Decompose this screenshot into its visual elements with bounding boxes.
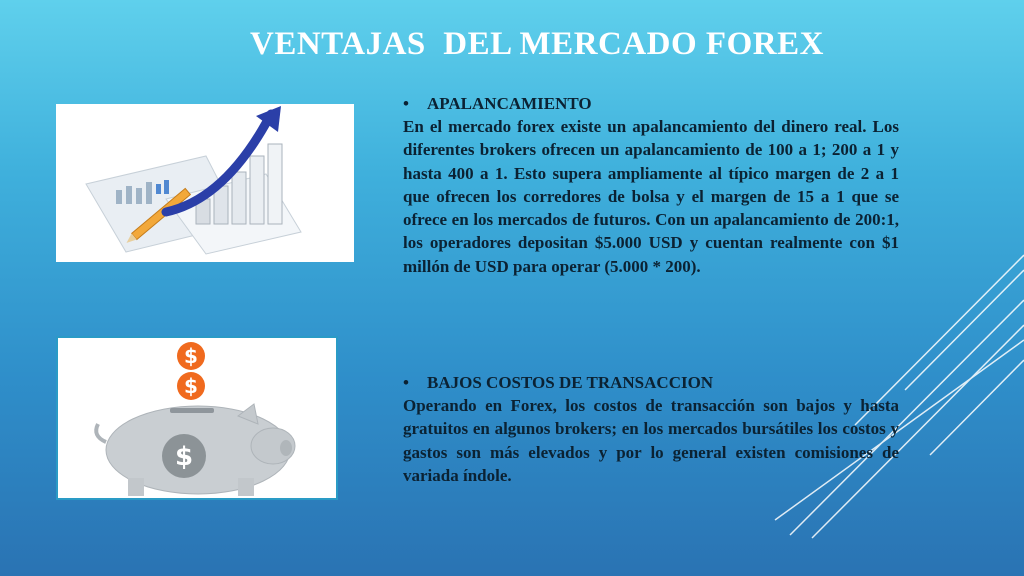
section-apalancamiento [403, 93, 899, 278]
coin-symbol-bottom: $ [184, 374, 198, 398]
section-heading [403, 93, 899, 115]
bullet-icon: • [403, 94, 409, 113]
section-body: Operando en Forex, los costos de transacción son bajos y hasta gratuitos en algunos brokers; en los mercados bursátiles los costos y gastos son más elevados y por lo general existen comisiones de variada índole. [403, 396, 899, 485]
bullet-icon: • [403, 373, 409, 392]
piggy-bank-image [56, 336, 338, 500]
section-bajos-costos [403, 372, 899, 487]
heading-text: BAJOS COSTOS DE TRANSACCION [427, 373, 714, 392]
section-body: En el mercado forex existe un apalancamiento del dinero real. Los diferentes brokers ofrecen un apalancamiento de 100 a 1; 200 a 1 y hasta 400 a 1. Esto supera ampliamente al típico margen de 2 a 1 que ofrecen los corredores de bolsa y el margen de 15 a 1 que se ofrece en los mercados de futuros. Con un apalancamiento de 200:1, los operadores depositan $5.000 USD y cuentan realmente con $1 millón de USD para operar (5.000 * 200). [403, 117, 899, 276]
heading-text: APALANCAMIENTO [427, 94, 592, 113]
growth-chart-image [56, 104, 354, 262]
growth-chart-icon [56, 104, 354, 262]
slide-title: VENTAJAS DEL MERCADO FOREX [250, 26, 824, 62]
coin-symbol-top: $ [184, 344, 198, 368]
piggy-coin-symbol: $ [174, 442, 194, 472]
section-heading [403, 372, 899, 394]
piggy-bank-icon [58, 338, 336, 498]
